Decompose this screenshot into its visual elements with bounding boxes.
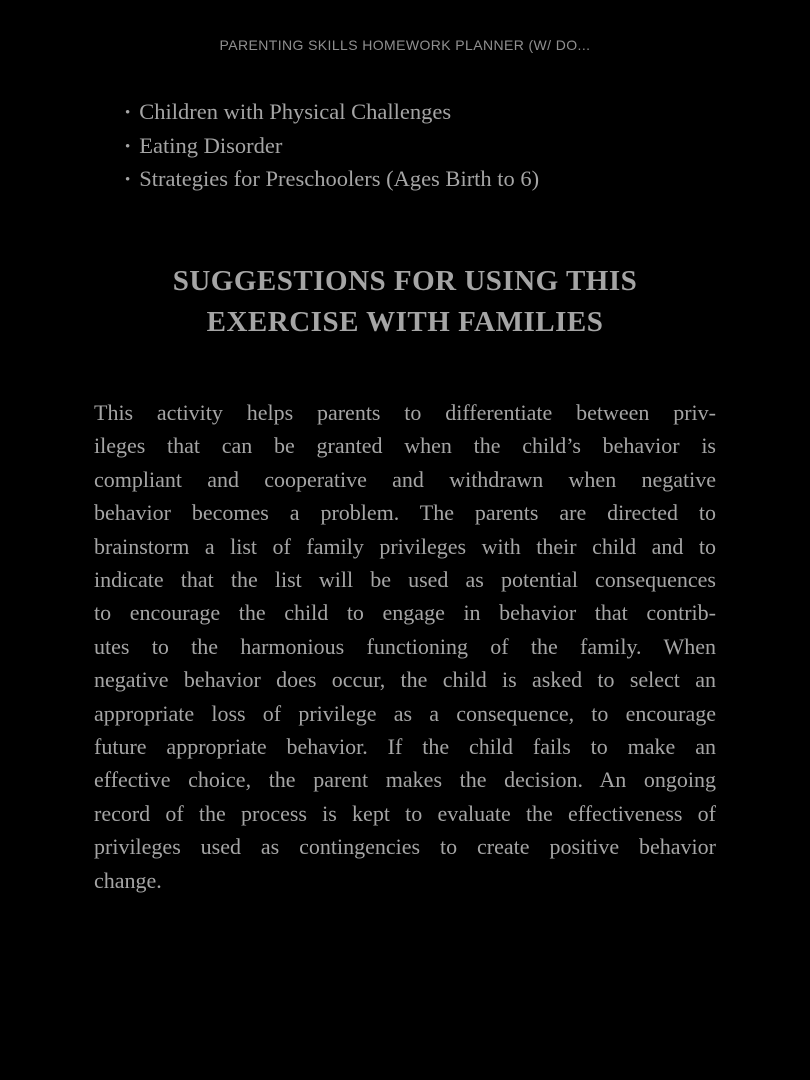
bullet-icon: •	[125, 172, 131, 189]
body-paragraph-line: brainstorm a list of family privileges with their child and to	[94, 533, 716, 559]
bullet-list	[125, 96, 725, 197]
body-paragraph-line: record of the process is kept to evaluate the effectiveness of	[94, 800, 716, 826]
body-paragraph-line: effective choice, the parent makes the decision. An ongoing	[94, 767, 716, 793]
body-paragraph-line: to encourage the child to engage in behavior that contrib-	[94, 600, 716, 626]
body-paragraph-line: indicate that the list will be used as potential consequences	[94, 567, 716, 593]
list-item-label: Strategies for Preschoolers (Ages Birth to 6)	[139, 166, 540, 192]
section-heading	[94, 261, 716, 343]
list-item	[125, 163, 725, 197]
body-paragraph-line: appropriate loss of privilege as a consequence, to encourage	[94, 700, 716, 726]
running-header-book-title: PARENTING SKILLS HOMEWORK PLANNER (W/ DO...	[219, 37, 591, 53]
body-paragraph-line: negative behavior does occur, the child is asked to select an	[94, 667, 716, 693]
body-paragraph-line: change.	[94, 867, 162, 893]
body-paragraph-line: behavior becomes a problem. The parents are directed to	[94, 500, 716, 526]
body-paragraph-line: privileges used as contingencies to create positive behavior	[94, 834, 716, 860]
list-item-label: Children with Physical Challenges	[139, 99, 452, 124]
body-paragraph-line: ileges that can be granted when the child’s behavior is	[94, 433, 716, 459]
bullet-icon: •	[125, 138, 131, 155]
body-paragraph-line: This activity helps parents to differentiate between priv-	[94, 400, 716, 425]
list-item	[125, 96, 725, 130]
body-paragraph	[94, 396, 716, 897]
list-item	[125, 130, 725, 164]
list-item-label: Eating Disorder	[139, 132, 283, 158]
body-paragraph-line: compliant and cooperative and withdrawn when negative	[94, 466, 716, 492]
body-paragraph-line: future appropriate behavior. If the child fails to make an	[94, 734, 716, 760]
section-heading-line: SUGGESTIONS FOR USING THIS	[172, 265, 638, 297]
bullet-icon: •	[125, 105, 131, 121]
body-paragraph-line: utes to the harmonious functioning of the family. When	[94, 633, 716, 659]
section-heading-line: EXERCISE WITH FAMILIES	[206, 306, 604, 338]
